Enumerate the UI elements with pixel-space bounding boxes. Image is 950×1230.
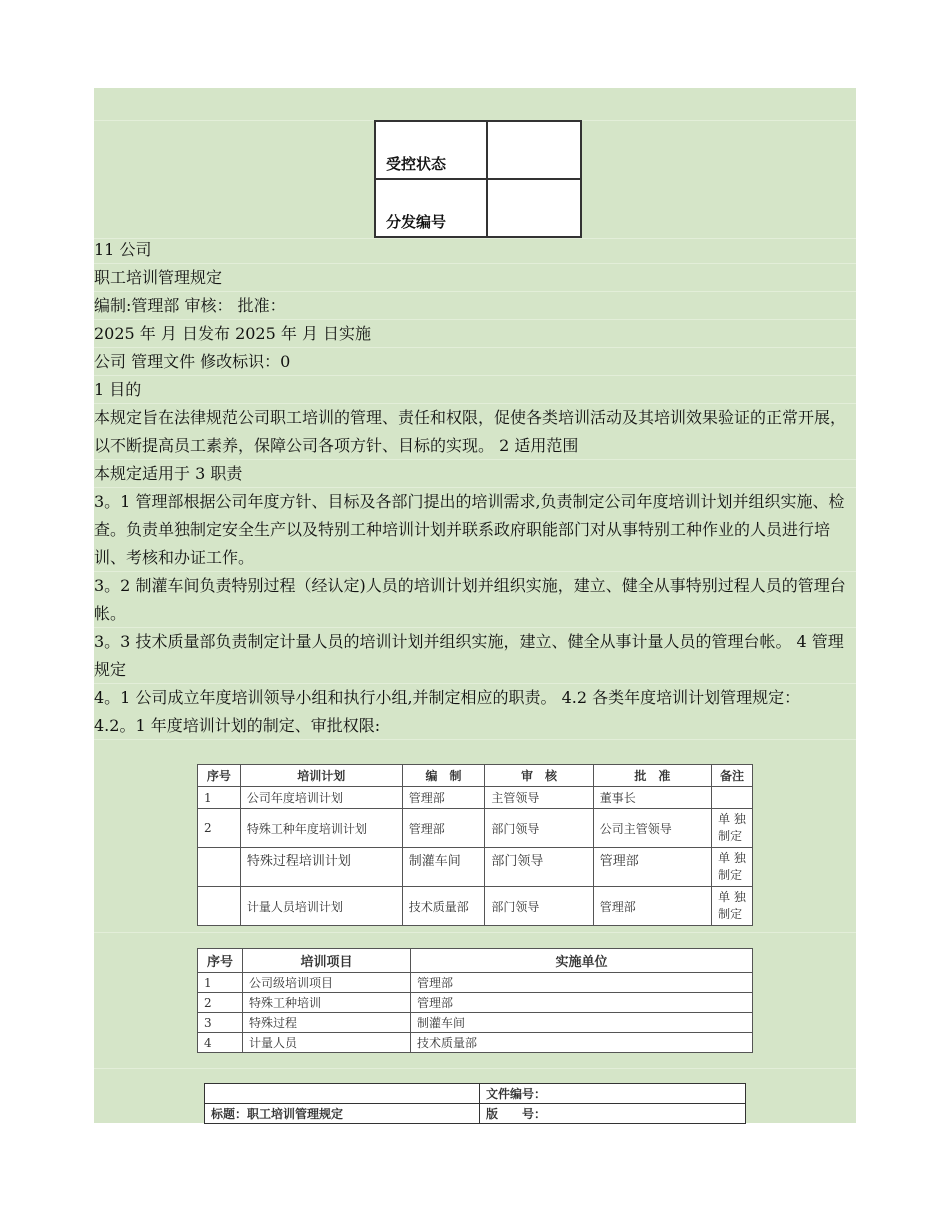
table-cell: 2: [198, 993, 243, 1013]
col-header: 审 核: [485, 765, 593, 787]
date-line: 2025 年 月 日发布 2025 年 月 日实施: [94, 324, 372, 343]
table-cell: 单 独制定: [712, 809, 753, 848]
table-cell: 制灌车间: [402, 848, 485, 887]
table-cell: 技术质量部: [411, 1033, 753, 1053]
table-cell: 公司主管领导: [593, 809, 711, 848]
duty-paragraph-2: 3。2 制灌车间负责特别过程（经认定)人员的培训计划并组织实施，建立、健全从事特别过程人员的管理台帐。: [94, 576, 846, 623]
table-cell: 特殊过程: [243, 1013, 411, 1033]
table-cell: 管理部: [411, 993, 753, 1013]
col-header: 批 准: [593, 765, 711, 787]
col-header: 培训计划: [240, 765, 402, 787]
col-header: 培训项目: [243, 949, 411, 973]
col-header: 序号: [198, 765, 241, 787]
table-cell: 制灌车间: [411, 1013, 753, 1033]
table-row: [198, 1013, 753, 1033]
table-cell: 1: [198, 973, 243, 993]
table-cell: 管理部: [402, 787, 485, 809]
scope-paragraph: 本规定适用于 3 职责: [94, 464, 243, 483]
col-header: 序号: [198, 949, 243, 973]
table-row: [198, 809, 753, 848]
table-cell: 4: [198, 1033, 243, 1053]
table-row: [198, 973, 753, 993]
company-name: 11 公司: [94, 240, 152, 259]
table-cell: 特殊过程培训计划: [240, 848, 402, 887]
revision-line: 公司 管理文件 修改标识：0: [94, 352, 291, 371]
training-unit-table: [197, 948, 753, 1053]
table-cell: 部门领导: [485, 887, 593, 926]
table-cell: 特殊工种培训: [243, 993, 411, 1013]
table-cell: 部门领导: [485, 809, 593, 848]
table-cell: 主管领导: [485, 787, 593, 809]
document-footer-table: [204, 1083, 746, 1124]
table-cell: 管理部: [593, 848, 711, 887]
control-status-value: [487, 121, 581, 179]
table-cell: [712, 787, 753, 809]
table-cell: 管理部: [411, 973, 753, 993]
table-cell: 公司级培训项目: [243, 973, 411, 993]
table-cell: 特殊工种年度培训计划: [240, 809, 402, 848]
table-cell: 单 独制定: [712, 848, 753, 887]
table-cell: 董事长: [593, 787, 711, 809]
table-header-row: [198, 949, 753, 973]
distribution-number-value: [487, 179, 581, 237]
col-header: 编 制: [402, 765, 485, 787]
footer-title-label: 标题：职工培训管理规定: [205, 1104, 480, 1124]
table-row: [198, 993, 753, 1013]
version-number-label: 版 号：: [480, 1104, 746, 1124]
table-row: [205, 1084, 746, 1104]
table-cell: 技术质量部: [402, 887, 485, 926]
table-cell: 公司年度培训计划: [240, 787, 402, 809]
document-page: [94, 88, 856, 1123]
control-status-label: 受控状态: [375, 121, 487, 179]
table-cell: 1: [198, 787, 241, 809]
approval-line: 编制:管理部 审核： 批准：: [94, 296, 286, 315]
section-purpose-heading: 1 目的: [94, 380, 142, 399]
table-header-row: [198, 765, 753, 787]
table-row: [198, 787, 753, 809]
document-title: 职工培训管理规定: [94, 268, 223, 287]
table-cell: 管理部: [402, 809, 485, 848]
table-cell: 计量人员: [243, 1033, 411, 1053]
duty-paragraph-1: 3。1 管理部根据公司年度方针、目标及各部门提出的培训需求,负责制定公司年度培训计划并组织实施、检查。负责单独制定安全生产以及特别工种培训计划并联系政府职能部门对从事特别工种作业的人员进行培训、考核和办证工作。: [94, 492, 845, 567]
duty-paragraph-3: 3。3 技术质量部负责制定计量人员的培训计划并组织实施，建立、健全从事计量人员的管理台帐。 4 管理规定: [94, 632, 844, 679]
col-header: 备注: [712, 765, 753, 787]
file-number-label: 文件编号：: [480, 1084, 746, 1104]
control-status-box: [374, 120, 582, 238]
table-row: [205, 1104, 746, 1124]
purpose-paragraph: 本规定旨在法律规范公司职工培训的管理、责任和权限，促使各类培训活动及其培训效果验证的正常开展，以不断提高员工素养，保障公司各项方针、目标的实现。 2 适用范围: [94, 408, 847, 455]
table-cell: [198, 887, 241, 926]
table-cell: 计量人员培训计划: [240, 887, 402, 926]
table-cell: [198, 848, 241, 887]
table-cell: 3: [198, 1013, 243, 1033]
table-row: [198, 848, 753, 887]
distribution-number-label: 分发编号: [375, 179, 487, 237]
table-cell: [205, 1084, 480, 1104]
table-row: [198, 1033, 753, 1053]
table-cell: 管理部: [593, 887, 711, 926]
table-cell: 单 独制定: [712, 887, 753, 926]
col-header: 实施单位: [411, 949, 753, 973]
table-cell: 部门领导: [485, 848, 593, 887]
table-row: [198, 887, 753, 926]
training-plan-approval-table: [197, 764, 753, 926]
rule-paragraph-1: 4。1 公司成立年度培训领导小组和执行小组,并制定相应的职责。 4.2 各类年度培训计划管理规定： 4.2。1 年度培训计划的制定、审批权限:: [94, 688, 801, 735]
table-cell: 2: [198, 809, 241, 848]
